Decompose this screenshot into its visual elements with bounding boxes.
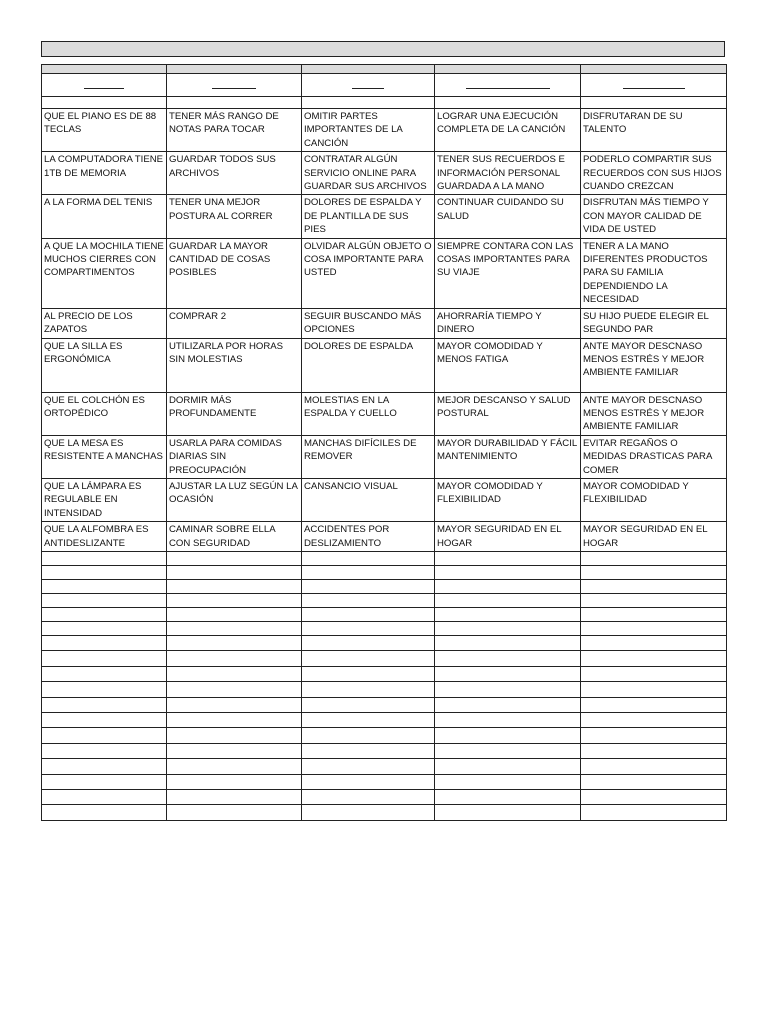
empty-row	[42, 551, 727, 565]
empty-row	[42, 636, 727, 651]
empty-cell	[302, 551, 435, 565]
empty-row	[42, 579, 727, 593]
empty-cell	[435, 743, 581, 758]
table-row	[42, 195, 727, 238]
empty-cell	[581, 651, 727, 666]
empty-cell	[581, 565, 727, 579]
empty-row	[42, 743, 727, 758]
empty-cell	[167, 579, 302, 593]
empty-row	[42, 774, 727, 789]
empty-cell	[302, 759, 435, 774]
empty-cell	[42, 551, 167, 565]
table-cell: DORMIR MÁS PROFUNDAMENTE	[167, 392, 302, 435]
table-cell: MEJOR DESCANSO Y SALUD POSTURAL	[435, 392, 581, 435]
empty-row	[42, 759, 727, 774]
empty-cell	[435, 621, 581, 635]
empty-cell	[581, 774, 727, 789]
table-cell: TENER MÁS RANGO DE NOTAS PARA TOCAR	[167, 109, 302, 152]
table-cell: QUE LA LÁMPARA ES REGULABLE EN INTENSIDAD	[42, 478, 167, 521]
table-row	[42, 478, 727, 521]
empty-cell	[167, 621, 302, 635]
empty-cell	[435, 607, 581, 621]
empty-cell	[581, 666, 727, 681]
empty-row	[42, 805, 727, 820]
empty-cell	[167, 712, 302, 727]
empty-cell	[302, 697, 435, 712]
empty-cell	[42, 651, 167, 666]
empty-cell	[435, 579, 581, 593]
empty-cell	[435, 712, 581, 727]
empty-cell	[42, 712, 167, 727]
empty-row	[42, 651, 727, 666]
empty-cell	[167, 789, 302, 804]
table-cell: GUARDAR LA MAYOR CANTIDAD DE COSAS POSIBLES	[167, 238, 302, 308]
table-cell: EVITAR REGAÑOS O MEDIDAS DRASTICAS PARA COMER	[581, 435, 727, 478]
empty-cell	[302, 666, 435, 681]
empty-cell	[581, 759, 727, 774]
empty-cell	[42, 789, 167, 804]
spacer-row	[42, 97, 727, 109]
table-cell: UTILIZARLA POR HORAS SIN MOLESTIAS	[167, 338, 302, 392]
header-shade-row	[42, 65, 727, 74]
table-cell: AJUSTAR LA LUZ SEGÚN LA OCASIÓN	[167, 478, 302, 521]
empty-cell	[435, 805, 581, 820]
table-cell: MOLESTIAS EN LA ESPALDA Y CUELLO	[302, 392, 435, 435]
table-cell: MAYOR SEGURIDAD EN EL HOGAR	[435, 522, 581, 552]
empty-cell	[167, 551, 302, 565]
table-cell: QUE LA ALFOMBRA ES ANTIDESLIZANTE	[42, 522, 167, 552]
empty-cell	[42, 743, 167, 758]
empty-cell	[581, 805, 727, 820]
table-cell: TENER UNA MEJOR POSTURA AL CORRER	[167, 195, 302, 238]
spacer-cell	[167, 97, 302, 109]
empty-cell	[42, 621, 167, 635]
empty-cell	[167, 805, 302, 820]
empty-cell	[435, 593, 581, 607]
empty-cell	[435, 651, 581, 666]
table-cell: QUE LA SILLA ES ERGONÓMICA	[42, 338, 167, 392]
header-cell	[42, 74, 167, 97]
empty-cell	[42, 697, 167, 712]
table-row	[42, 238, 727, 308]
table-cell: ANTE MAYOR DESCNASO MENOS ESTRÉS Y MEJOR AMBIENTE FAMILIAR	[581, 392, 727, 435]
empty-row	[42, 607, 727, 621]
table-cell: CONTRATAR ALGÚN SERVICIO ONLINE PARA GUARDAR SUS ARCHIVOS	[302, 152, 435, 195]
table-cell: QUE LA MESA ES RESISTENTE A MANCHAS	[42, 435, 167, 478]
empty-cell	[581, 579, 727, 593]
table-cell: MAYOR COMODIDAD Y MENOS FATIGA	[435, 338, 581, 392]
empty-cell	[581, 593, 727, 607]
table-cell: OMITIR PARTES IMPORTANTES DE LA CANCIÓN	[302, 109, 435, 152]
table-cell: PODERLO COMPARTIR SUS RECUERDOS CON SUS HIJOS CUANDO CREZCAN	[581, 152, 727, 195]
empty-cell	[581, 697, 727, 712]
table-row	[42, 109, 727, 152]
empty-cell	[42, 682, 167, 697]
empty-row	[42, 697, 727, 712]
empty-cell	[435, 551, 581, 565]
empty-cell	[42, 805, 167, 820]
empty-cell	[435, 774, 581, 789]
table-cell: A QUE LA MOCHILA TIENE MUCHOS CIERRES CON COMPARTIMENTOS	[42, 238, 167, 308]
empty-cell	[302, 712, 435, 727]
empty-cell	[581, 621, 727, 635]
empty-cell	[302, 579, 435, 593]
table-cell: A LA FORMA DEL TENIS	[42, 195, 167, 238]
empty-cell	[581, 682, 727, 697]
empty-row	[42, 728, 727, 743]
table-cell: TENER A LA MANO DIFERENTES PRODUCTOS PARA SU FAMILIA DEPENDIENDO LA NECESIDAD	[581, 238, 727, 308]
table-cell: LOGRAR UNA EJECUCIÓN COMPLETA DE LA CANCIÓN	[435, 109, 581, 152]
empty-cell	[167, 759, 302, 774]
table-cell: MAYOR SEGURIDAD EN EL HOGAR	[581, 522, 727, 552]
empty-cell	[581, 728, 727, 743]
empty-cell	[581, 743, 727, 758]
empty-cell	[581, 551, 727, 565]
table-cell: MAYOR DURABILIDAD Y FÁCIL MANTENIMIENTO	[435, 435, 581, 478]
empty-cell	[42, 565, 167, 579]
empty-cell	[302, 636, 435, 651]
empty-cell	[435, 565, 581, 579]
empty-row	[42, 789, 727, 804]
empty-cell	[581, 712, 727, 727]
table-cell: DISFRUTARAN DE SU TALENTO	[581, 109, 727, 152]
table-row	[42, 435, 727, 478]
header-shade-cell	[581, 65, 727, 74]
table-cell: QUE EL PIANO ES DE 88 TECLAS	[42, 109, 167, 152]
header-cell	[581, 74, 727, 97]
table-cell: MANCHAS DIFÍCILES DE REMOVER	[302, 435, 435, 478]
table-cell: CAMINAR SOBRE ELLA CON SEGURIDAD	[167, 522, 302, 552]
empty-cell	[167, 743, 302, 758]
empty-cell	[581, 607, 727, 621]
empty-cell	[302, 607, 435, 621]
empty-cell	[302, 774, 435, 789]
table-cell: DOLORES DE ESPALDA	[302, 338, 435, 392]
empty-cell	[435, 759, 581, 774]
empty-cell	[435, 636, 581, 651]
empty-row	[42, 593, 727, 607]
empty-row	[42, 682, 727, 697]
table-cell: DISFRUTAN MÁS TIEMPO Y CON MAYOR CALIDAD DE VIDA DE USTED	[581, 195, 727, 238]
header-blank-line	[352, 88, 384, 89]
empty-cell	[581, 636, 727, 651]
table-cell: DOLORES DE ESPALDA Y DE PLANTILLA DE SUS PIES	[302, 195, 435, 238]
table-cell: QUE EL COLCHÓN ES ORTOPÉDICO	[42, 392, 167, 435]
empty-row	[42, 621, 727, 635]
empty-row	[42, 565, 727, 579]
empty-cell	[435, 728, 581, 743]
table-row	[42, 338, 727, 392]
table-cell: GUARDAR TODOS SUS ARCHIVOS	[167, 152, 302, 195]
empty-cell	[167, 774, 302, 789]
table-cell: LA COMPUTADORA TIENE 1TB DE MEMORIA	[42, 152, 167, 195]
empty-cell	[302, 593, 435, 607]
table-cell: SU HIJO PUEDE ELEGIR EL SEGUNDO PAR	[581, 308, 727, 338]
spacer-cell	[581, 97, 727, 109]
header-blank-line	[466, 88, 550, 89]
table-cell: ACCIDENTES POR DESLIZAMIENTO	[302, 522, 435, 552]
table-cell: USARLA PARA COMIDAS DIARIAS SIN PREOCUPACIÓN	[167, 435, 302, 478]
header-blank-line	[623, 88, 685, 89]
empty-cell	[302, 621, 435, 635]
empty-cell	[435, 682, 581, 697]
empty-cell	[167, 682, 302, 697]
table-row	[42, 392, 727, 435]
table-cell: MAYOR COMODIDAD Y FLEXIBILIDAD	[435, 478, 581, 521]
header-cell	[167, 74, 302, 97]
header-row	[42, 74, 727, 97]
table-cell: CANSANCIO VISUAL	[302, 478, 435, 521]
empty-cell	[167, 728, 302, 743]
header-blank-line	[212, 88, 256, 89]
header-shade-cell	[435, 65, 581, 74]
table-cell: AL PRECIO DE LOS ZAPATOS	[42, 308, 167, 338]
header-cell	[302, 74, 435, 97]
empty-cell	[435, 697, 581, 712]
table-row	[42, 152, 727, 195]
title-bar	[41, 41, 725, 57]
empty-cell	[302, 805, 435, 820]
empty-cell	[42, 728, 167, 743]
table-cell: SEGUIR BUSCANDO MÁS OPCIONES	[302, 308, 435, 338]
empty-cell	[302, 728, 435, 743]
table-cell: CONTINUAR CUIDANDO SU SALUD	[435, 195, 581, 238]
empty-cell	[42, 593, 167, 607]
empty-cell	[42, 636, 167, 651]
empty-cell	[42, 759, 167, 774]
empty-row	[42, 712, 727, 727]
table-cell: AHORRARÍA TIEMPO Y DINERO	[435, 308, 581, 338]
table-cell: MAYOR COMODIDAD Y FLEXIBILIDAD	[581, 478, 727, 521]
empty-row	[42, 666, 727, 681]
empty-cell	[167, 593, 302, 607]
header-blank-line	[84, 88, 124, 89]
empty-cell	[302, 651, 435, 666]
table-row	[42, 308, 727, 338]
empty-cell	[167, 651, 302, 666]
table-cell: SIEMPRE CONTARA CON LAS COSAS IMPORTANTES PARA SU VIAJE	[435, 238, 581, 308]
empty-cell	[302, 565, 435, 579]
empty-cell	[167, 565, 302, 579]
empty-cell	[42, 666, 167, 681]
empty-cell	[167, 636, 302, 651]
table-cell: TENER SUS RECUERDOS E INFORMACIÓN PERSONAL GUARDADA A LA MANO	[435, 152, 581, 195]
empty-cell	[42, 774, 167, 789]
header-shade-cell	[167, 65, 302, 74]
header-cell	[435, 74, 581, 97]
table-row	[42, 522, 727, 552]
empty-cell	[302, 789, 435, 804]
empty-cell	[435, 666, 581, 681]
empty-cell	[42, 579, 167, 593]
blank-table	[41, 635, 727, 821]
empty-cell	[167, 666, 302, 681]
spacer-cell	[302, 97, 435, 109]
table-cell: ANTE MAYOR DESCNASO MENOS ESTRÉS Y MEJOR AMBIENTE FAMILIAR	[581, 338, 727, 392]
empty-cell	[302, 743, 435, 758]
spacer-cell	[435, 97, 581, 109]
table-cell: COMPRAR 2	[167, 308, 302, 338]
header-shade-cell	[42, 65, 167, 74]
empty-cell	[435, 789, 581, 804]
empty-cell	[167, 697, 302, 712]
spacer-cell	[42, 97, 167, 109]
benefits-table	[41, 64, 727, 636]
empty-cell	[167, 607, 302, 621]
table-cell: OLVIDAR ALGÚN OBJETO O COSA IMPORTANTE PARA USTED	[302, 238, 435, 308]
empty-cell	[42, 607, 167, 621]
header-shade-cell	[302, 65, 435, 74]
empty-cell	[302, 682, 435, 697]
empty-cell	[581, 789, 727, 804]
